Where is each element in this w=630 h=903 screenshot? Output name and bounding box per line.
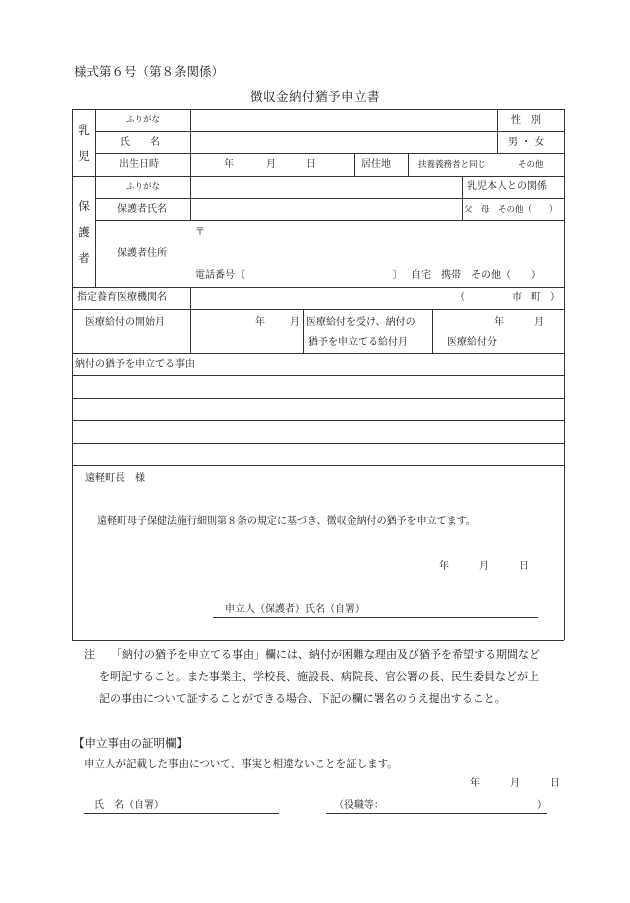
rule	[72, 375, 564, 376]
note-line: 「納付の猶予を申立てる事由」欄には、納付が困難な理由及び猶予を希望する期間など	[111, 648, 540, 661]
guardian-name-label: 保護者氏名	[117, 204, 167, 215]
period-year-label: 年	[494, 317, 504, 328]
guardian-furigana-label: ふりがな	[126, 182, 161, 192]
note-prefix: 注	[84, 648, 95, 661]
rule	[354, 153, 355, 176]
note-line: 記の事由について証することができる場合、下記の欄に署名のうえ提出すること。	[99, 692, 506, 705]
birth-year-label: 年	[224, 159, 234, 170]
table-border-right	[564, 109, 565, 640]
medical-start-label: 医療給付の開始月	[85, 317, 165, 328]
rule	[190, 287, 191, 309]
certification-heading: 【申立事由の証明欄】	[73, 736, 188, 750]
rule	[190, 176, 191, 220]
guardian-section-label: 保護者	[78, 199, 90, 265]
birth-month-label: 月	[266, 159, 276, 170]
residence-label: 居住地	[361, 159, 391, 170]
rule	[303, 309, 304, 353]
rule	[462, 176, 463, 220]
rule	[497, 109, 498, 153]
rule	[95, 109, 96, 176]
relation-options[interactable]: 父 母 その他（ ）	[464, 205, 558, 215]
infant-section-label: 乳児	[78, 123, 90, 163]
application-form-table	[72, 109, 564, 640]
received-label-line1: 医療給付を受け、納付の	[306, 317, 416, 328]
rule	[95, 220, 564, 221]
rule	[432, 309, 433, 353]
institution-close-paren: ）	[550, 292, 560, 303]
postal-mark: 〒	[195, 227, 205, 238]
infant-birthdate-label: 出生日時	[119, 159, 159, 170]
rule	[95, 131, 564, 132]
signature-label: 申立人（保護者）氏名（自署）	[225, 604, 365, 615]
rule	[72, 176, 564, 177]
birth-day-label: 日	[306, 159, 316, 170]
guardian-address-field[interactable]	[195, 225, 560, 265]
infant-furigana-label: ふりがな	[126, 115, 161, 125]
signature-line[interactable]	[213, 617, 538, 618]
declaration-statement: 遠軽町母子保健法施行細則第８条の規定に基づき、徴収金納付の猶予を申立てます。	[97, 516, 476, 527]
infant-furigana-field[interactable]	[195, 111, 495, 129]
certifier-title-close: ）	[537, 800, 547, 811]
phone-field[interactable]	[252, 267, 390, 283]
institution-open-paren: （	[455, 292, 465, 303]
infant-sex-label: 性 別	[511, 115, 541, 126]
declaration-addressee: 遠軽町長 様	[85, 473, 145, 484]
certifier-name-line[interactable]	[84, 813, 279, 814]
infant-sex-options[interactable]: 男 ・ 女	[508, 137, 545, 148]
institution-field[interactable]	[195, 290, 445, 307]
rule	[95, 153, 564, 154]
rule	[72, 309, 564, 310]
institution-town: 町	[531, 292, 541, 303]
rule	[72, 465, 564, 466]
start-year-label: 年	[255, 317, 265, 328]
infant-name-field[interactable]	[195, 133, 495, 151]
rule	[72, 287, 564, 288]
form-number: 様式第６号（第８条関係）	[74, 64, 225, 79]
reason-label: 納付の猶予を申立てる事由	[75, 359, 195, 370]
rule	[95, 176, 96, 287]
table-border-top	[72, 109, 564, 110]
infant-name-label: 氏 名	[120, 137, 160, 148]
phone-label: 電話番号〔	[195, 270, 245, 281]
certification-year-label: 年	[470, 778, 480, 789]
phone-close-bracket: 〕	[393, 270, 403, 281]
declaration-month-label: 月	[479, 561, 489, 572]
reason-field[interactable]	[75, 377, 561, 463]
institution-city: 市	[512, 292, 522, 303]
residence-same-option[interactable]: 扶養義務者と同じ	[418, 160, 487, 170]
certifier-title-line[interactable]	[326, 813, 547, 814]
guardian-furigana-field[interactable]	[195, 179, 457, 197]
rule	[190, 109, 191, 176]
declaration-day-label: 日	[519, 561, 529, 572]
residence-other-option[interactable]: その他	[518, 160, 544, 170]
certification-statement: 申立人が記載した事由について、事実と相違ないことを証します。	[84, 758, 398, 770]
rule	[408, 153, 409, 176]
rule	[95, 198, 564, 199]
certification-month-label: 月	[510, 778, 520, 789]
table-border-bottom	[72, 640, 564, 641]
note-line: を明記すること。また事業主、学校長、施設長、病院長、官公署の長、民生委員などが上	[99, 670, 539, 683]
period-suffix: 医療給付分	[447, 337, 497, 348]
start-month-label: 月	[290, 317, 300, 328]
certifier-title-label: （役職等：	[334, 800, 384, 811]
certification-day-label: 日	[550, 778, 560, 789]
certifier-name-label: 氏 名（自署）	[94, 800, 164, 811]
rule	[190, 309, 191, 353]
rule	[72, 353, 564, 354]
institution-label: 指定養育医療機関名	[77, 292, 167, 303]
phone-type-options[interactable]: 自宅 携帯 その他（ ）	[411, 270, 541, 281]
relation-label: 乳児本人との関係	[467, 181, 547, 192]
document-title: 徴収金納付猶予申立書	[249, 89, 380, 104]
period-month-label: 月	[534, 317, 544, 328]
guardian-name-field[interactable]	[195, 201, 457, 219]
declaration-year-label: 年	[439, 561, 449, 572]
guardian-address-label: 保護者住所	[117, 248, 167, 259]
received-label-line2: 猶予を申立てる給付月	[308, 337, 408, 348]
